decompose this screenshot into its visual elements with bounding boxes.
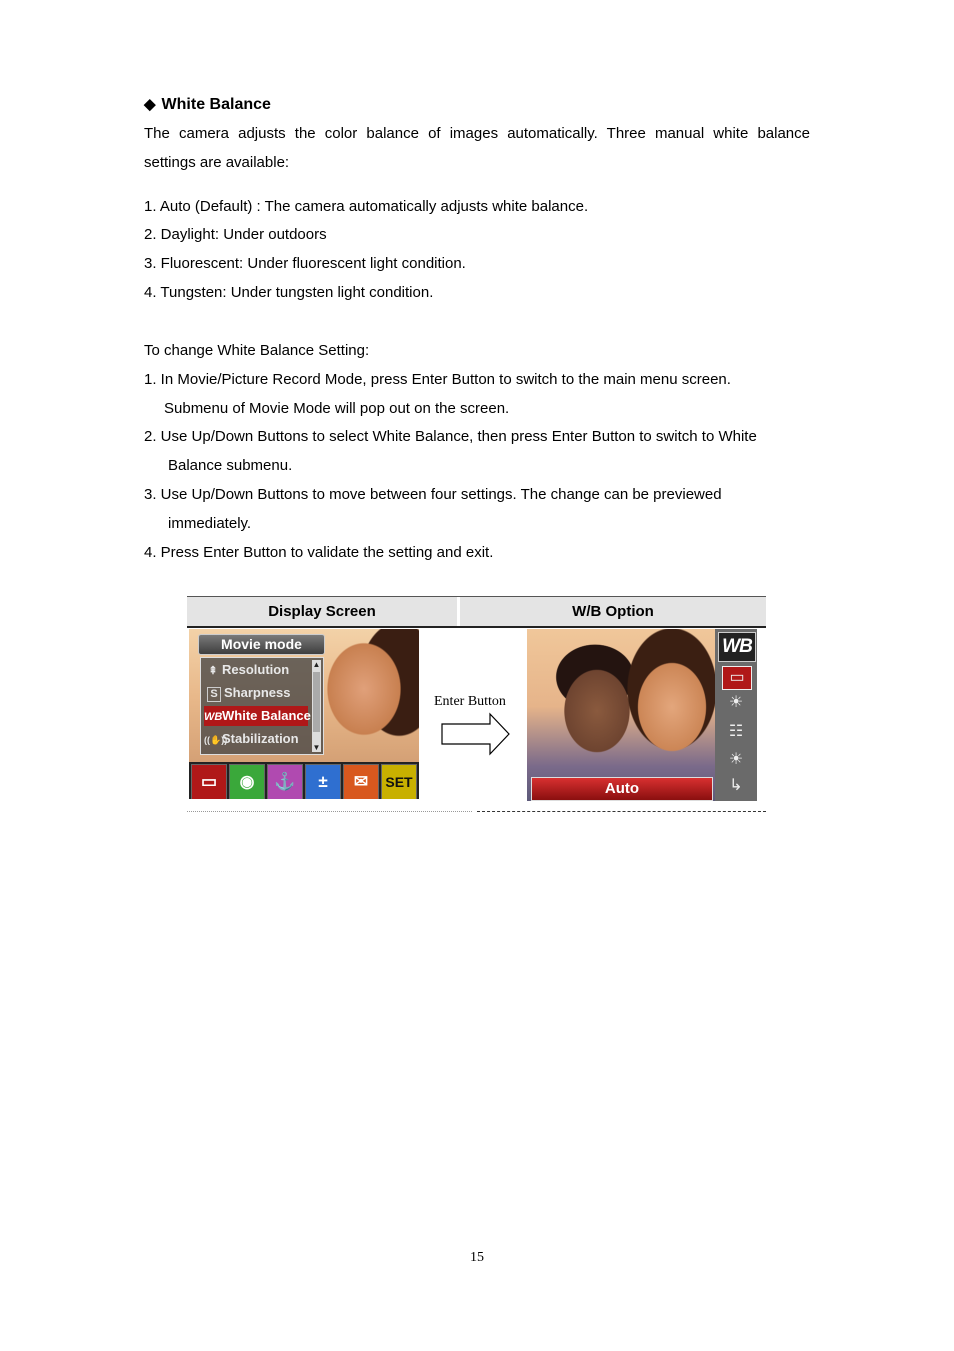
instruction-step-2: 2. Use Up/Down Buttons to select White Balance, then press Enter Button to switch to White [144, 428, 757, 445]
menu-item-label: Sharpness [224, 685, 291, 700]
intro-text-line-1: The camera adjusts the color balance of images automatically. Three manual white balance [144, 125, 810, 142]
enter-button-label: Enter Button [434, 694, 506, 709]
table-bottom-rule-right [477, 811, 766, 812]
settings-item-fluorescent: 3. Fluorescent: Under fluorescent light condition. [144, 255, 466, 272]
fluorescent-icon[interactable]: ☷ [728, 723, 744, 740]
tungsten-icon[interactable]: ☀ [728, 751, 744, 768]
auto-wb-icon[interactable]: ▭ [722, 666, 752, 690]
menu-title: Movie mode [198, 634, 325, 655]
envelope-icon[interactable]: ✉ [343, 764, 379, 799]
settings-item-tungsten: 4. Tungsten: Under tungsten light condition. [144, 284, 434, 301]
section-title: White Balance [161, 96, 271, 113]
page-number: 15 [470, 1250, 484, 1265]
sharpness-icon: S [207, 687, 221, 702]
wb-option-screen [527, 629, 757, 801]
exposure-icon[interactable]: ± [305, 764, 341, 799]
instruction-step-3: 3. Use Up/Down Buttons to move between four settings. The change can be previewed [144, 486, 722, 503]
menu-item-label: Stabilization [222, 731, 299, 746]
submenu-box [200, 657, 324, 755]
movie-mode-screen [189, 629, 419, 799]
movie-icon[interactable]: ▭ [191, 764, 227, 799]
instruction-step-3-cont: immediately. [168, 515, 252, 532]
menu-item-resolution[interactable] [204, 660, 308, 680]
section-heading [144, 95, 271, 114]
exit-icon[interactable]: ↳ [729, 777, 743, 794]
menu-item-label: Resolution [222, 662, 290, 677]
daylight-icon[interactable]: ☀ [728, 694, 744, 711]
microphone-icon[interactable]: ⚓ [267, 764, 303, 799]
menu-item-sharpness[interactable] [204, 683, 308, 703]
scroll-up-arrow-icon[interactable]: ▲ [312, 660, 321, 669]
mode-icon-bar [189, 762, 419, 799]
instruction-step-4: 4. Press Enter Button to validate the setting and exit. [144, 544, 494, 561]
settings-item-auto: 1. Auto (Default) : The camera automatically adjusts white balance. [144, 198, 589, 215]
instruction-step-2-cont: Balance submenu. [168, 457, 293, 474]
set-icon[interactable]: SET [381, 764, 417, 799]
wb-icon: WB [204, 711, 223, 723]
instructions-heading: To change White Balance Setting: [144, 342, 370, 359]
table-bottom-rule-left [187, 811, 472, 812]
menu-item-white-balance[interactable] [204, 706, 311, 726]
camera-icon[interactable]: ◉ [229, 764, 265, 799]
scroll-thumb[interactable] [313, 672, 320, 732]
instruction-step-1: 1. In Movie/Picture Record Mode, press Enter Button to switch to the main menu screen. [144, 371, 731, 388]
wb-badge: WB [718, 632, 756, 662]
menu-item-stabilization[interactable] [204, 729, 308, 749]
menu-scrollbar[interactable] [312, 660, 321, 752]
settings-item-daylight: 2. Daylight: Under outdoors [144, 226, 327, 243]
table-header-rule [187, 626, 766, 628]
stabilization-icon: ((✋)) [204, 735, 228, 745]
right-arrow-icon [440, 712, 512, 756]
intro-text-line-2: settings are available: [144, 154, 290, 171]
column-header-display-screen: Display Screen [268, 603, 376, 620]
scroll-down-arrow-icon[interactable]: ▼ [312, 743, 321, 752]
resolution-icon: ⇞ [208, 665, 218, 677]
wb-selected-label: Auto [531, 777, 713, 801]
instruction-step-1-cont: Submenu of Movie Mode will pop out on the screen. [164, 400, 510, 417]
diamond-bullet-icon: ◆ [144, 96, 156, 113]
column-header-wb-option: W/B Option [572, 603, 654, 620]
menu-item-label: White Balance [222, 708, 311, 723]
